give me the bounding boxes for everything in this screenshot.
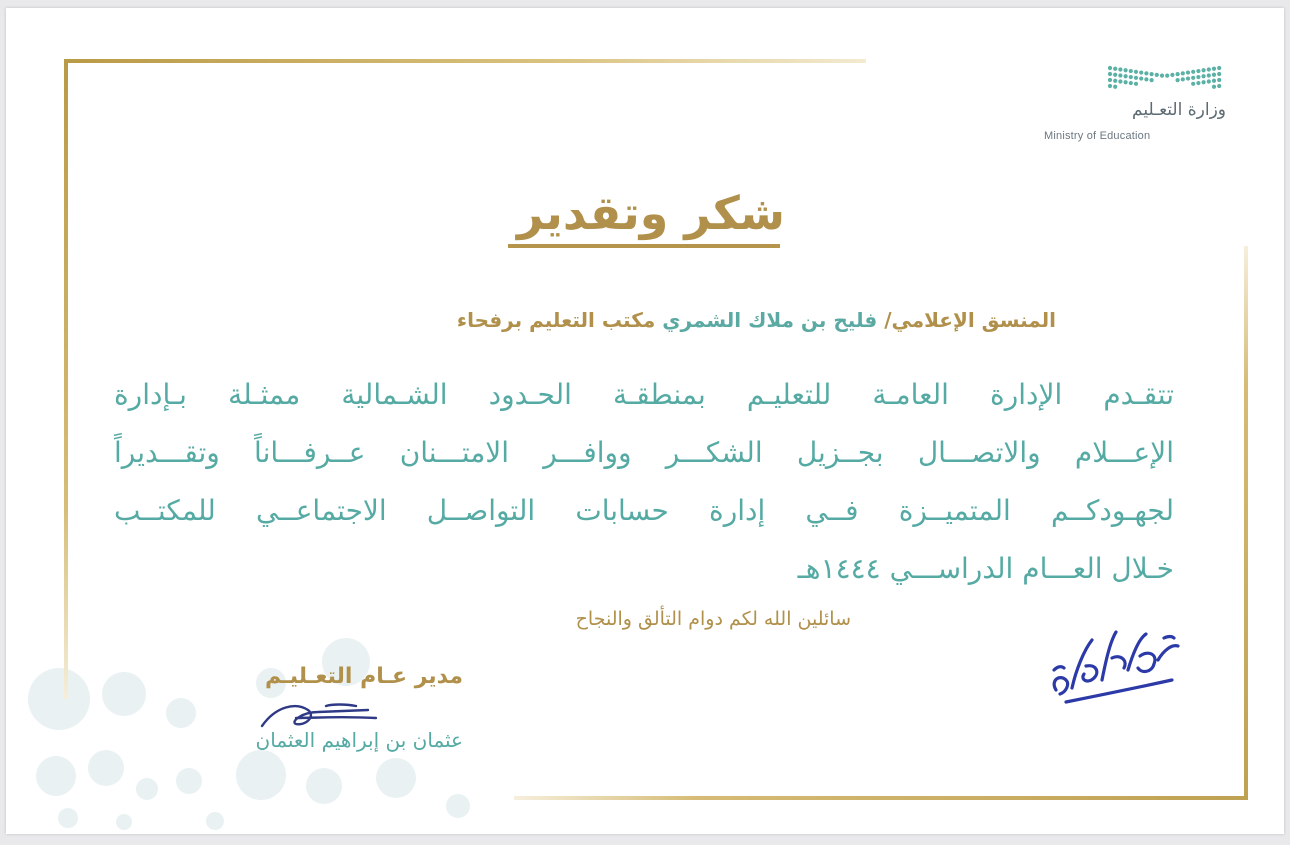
decor-dot bbox=[28, 668, 90, 730]
logo-dot bbox=[1207, 73, 1211, 77]
logo-dot bbox=[1113, 73, 1117, 77]
decor-dot bbox=[166, 698, 196, 728]
ministry-name-english: Ministry of Education bbox=[1044, 130, 1151, 142]
logo-dot bbox=[1217, 66, 1221, 70]
certificate-title: شكر وتقدير bbox=[516, 186, 786, 240]
signatory-title: مدير عـام التعـليـم bbox=[265, 664, 463, 689]
logo-dot bbox=[1207, 79, 1211, 83]
logo-dot bbox=[1129, 69, 1133, 73]
logo-dot bbox=[1196, 81, 1200, 85]
frame-bottom bbox=[514, 796, 1248, 800]
logo-dot bbox=[1118, 79, 1122, 83]
logo-dot bbox=[1118, 67, 1122, 71]
logo-dot bbox=[1202, 74, 1206, 78]
logo-dot bbox=[1129, 75, 1133, 79]
logo-dot bbox=[1212, 79, 1216, 83]
logo-dot bbox=[1212, 67, 1216, 71]
logo-dot bbox=[1155, 73, 1159, 77]
logo-dot bbox=[1113, 79, 1117, 83]
body-line: تتقـدم الإدارة العامـة للتعليـم بمنطقـة الحـدود الشـمالية ممثـلة بـإدارة bbox=[114, 378, 1174, 411]
logo-dot bbox=[1113, 67, 1117, 71]
logo-dot bbox=[1124, 68, 1128, 72]
logo-dot bbox=[1202, 80, 1206, 84]
logo-dot bbox=[1207, 67, 1211, 71]
logo-dot bbox=[1134, 70, 1138, 74]
logo-dot bbox=[1212, 85, 1216, 89]
body-line: الإعـــلام والاتصـــال بجــزيل الشكـــر ووافـــر الامتـــنان عــرفـــاناً وتقـــديراً bbox=[114, 436, 1174, 469]
logo-dot bbox=[1191, 76, 1195, 80]
frame-right bbox=[1244, 246, 1248, 800]
logo-dot bbox=[1108, 72, 1112, 76]
logo-dot bbox=[1150, 78, 1154, 82]
logo-dot bbox=[1144, 71, 1148, 75]
logo-dot bbox=[1108, 66, 1112, 70]
decor-dot bbox=[236, 750, 286, 800]
logo-dot bbox=[1217, 72, 1221, 76]
handwritten-signature bbox=[1036, 620, 1186, 710]
decor-dot bbox=[88, 750, 124, 786]
logo-dot bbox=[1196, 69, 1200, 73]
decor-dot bbox=[136, 778, 158, 800]
decor-dot bbox=[176, 768, 202, 794]
logo-dot bbox=[1144, 77, 1148, 81]
logo-dot bbox=[1186, 70, 1190, 74]
logo-dot bbox=[1160, 74, 1164, 78]
logo-dot bbox=[1134, 76, 1138, 80]
ministry-name-arabic: وزارة التعـليم bbox=[1132, 100, 1226, 120]
logo-dot bbox=[1181, 71, 1185, 75]
recipient-office: مكتب التعليم برفحاء bbox=[456, 308, 656, 332]
decor-dot bbox=[446, 794, 470, 818]
logo-dot bbox=[1113, 85, 1117, 89]
logo-dot bbox=[1108, 84, 1112, 88]
logo-dot bbox=[1129, 81, 1133, 85]
logo-dot bbox=[1191, 70, 1195, 74]
logo-dot bbox=[1191, 82, 1195, 86]
closing-wish: سائلين الله لكم دوام التألق والنجاح bbox=[575, 608, 851, 630]
logo-dot bbox=[1181, 77, 1185, 81]
title-underline bbox=[508, 244, 780, 248]
logo-dot bbox=[1217, 84, 1221, 88]
logo-dot bbox=[1124, 80, 1128, 84]
certificate-page bbox=[6, 8, 1284, 834]
recipient-name: فليح بن ملاك الشمري bbox=[662, 308, 878, 332]
logo-dot bbox=[1118, 73, 1122, 77]
logo-dot bbox=[1150, 72, 1154, 76]
logo-dot bbox=[1196, 75, 1200, 79]
logo-dot bbox=[1202, 68, 1206, 72]
frame-top bbox=[64, 59, 866, 63]
body-line: خـلال العـــام الدراســـي ١٤٤٤هـ bbox=[797, 552, 1174, 585]
certificate-body bbox=[114, 366, 1174, 598]
logo-dot bbox=[1170, 73, 1174, 77]
decor-dot bbox=[376, 758, 416, 798]
logo-dot bbox=[1217, 78, 1221, 82]
logo-dot bbox=[1134, 82, 1138, 86]
logo-dot bbox=[1165, 74, 1169, 78]
logo-dot bbox=[1176, 72, 1180, 76]
recipient-line bbox=[186, 308, 1056, 332]
signatory-name: عثمان بن إبراهيم العثمان bbox=[255, 728, 463, 752]
logo-dot bbox=[1124, 74, 1128, 78]
decor-dot bbox=[206, 812, 224, 830]
frame-left bbox=[64, 59, 68, 699]
logo-dot bbox=[1108, 78, 1112, 82]
decor-dot bbox=[58, 808, 78, 828]
logo-dot bbox=[1176, 78, 1180, 82]
logo-dot bbox=[1212, 73, 1216, 77]
recipient-prefix: المنسق الإعلامي/ bbox=[884, 308, 1056, 332]
decor-dot bbox=[116, 814, 132, 830]
logo-dot bbox=[1139, 70, 1143, 74]
logo-dot bbox=[1186, 76, 1190, 80]
decor-dot bbox=[36, 756, 76, 796]
body-line: لجهـودكــم المتميــزة فــي إدارة حسابات التواصــل الاجتماعــي للمكتــب bbox=[114, 494, 1174, 527]
logo-dot bbox=[1139, 76, 1143, 80]
decor-dot bbox=[306, 768, 342, 804]
